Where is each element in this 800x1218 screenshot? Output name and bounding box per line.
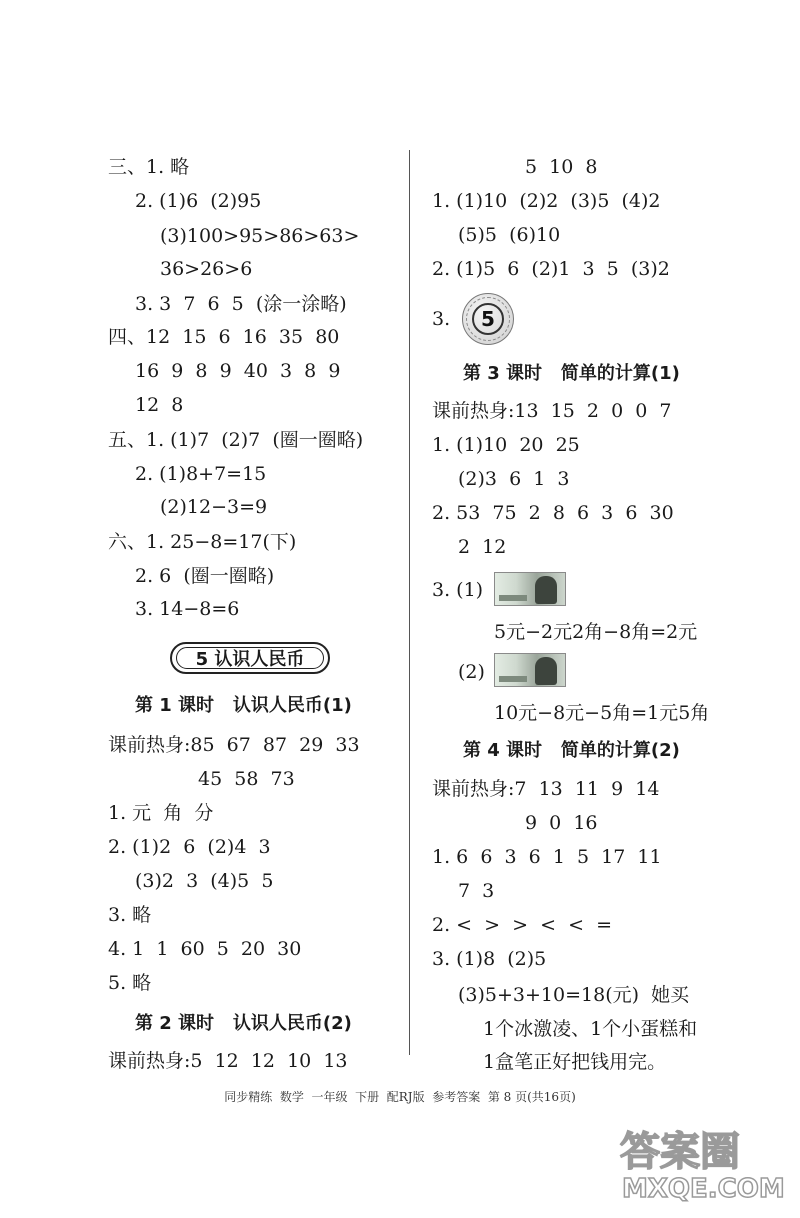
banknote-image xyxy=(494,572,566,606)
answer-line: (3)100>95>86>63> xyxy=(160,225,360,247)
column-divider xyxy=(409,150,410,1055)
answer-line: 四、12 15 6 16 35 80 xyxy=(108,326,340,348)
answer-line: 2. (1)5 6 (2)1 3 5 (3)2 xyxy=(432,258,670,280)
answer-line: 课前热身:85 67 87 29 33 xyxy=(108,734,360,756)
lesson-heading: 第 2 课时 认识人民币(2) xyxy=(135,1013,352,1034)
banknote-portrait xyxy=(535,576,557,604)
watermark-logo xyxy=(620,1120,790,1210)
five-jiao-coin-image xyxy=(462,293,514,345)
banknote-image xyxy=(494,653,566,687)
answer-line: (5)5 (6)10 xyxy=(458,224,561,246)
banknote-stripe xyxy=(499,595,527,601)
answer-line: 1. (1)10 20 25 xyxy=(432,434,580,456)
page-footer: 同步精练 数学 一年级 下册 配RJ版 参考答案 第 8 页(共16页) xyxy=(224,1090,576,1104)
answer-line: 5 10 8 xyxy=(525,156,598,178)
answer-line: 2. (1)8+7=15 xyxy=(135,463,267,485)
answer-line: 10元−8元−5角=1元5角 xyxy=(494,702,710,724)
answer-line: 3. 略 xyxy=(108,904,152,926)
answer-line: 1. (1)10 (2)2 (3)5 (4)2 xyxy=(432,190,661,212)
answer-line: (3)2 3 (4)5 5 xyxy=(135,870,274,892)
answer-line: 5. 略 xyxy=(108,972,152,994)
answer-line: 六、1. 25−8=17(下) xyxy=(108,531,297,553)
answer-line: 7 3 xyxy=(458,880,495,902)
answer-line: 1盒笔正好把钱用完。 xyxy=(483,1051,667,1073)
answer-line: 9 0 16 xyxy=(525,812,598,834)
answer-line: 课前热身:5 12 12 10 13 xyxy=(108,1050,348,1072)
answer-line: 三、1. 略 xyxy=(108,156,190,178)
answer-line: 2. 6 (圈一圈略) xyxy=(135,565,275,587)
coin-value: 5 xyxy=(472,303,504,335)
answer-line: 16 9 8 9 40 3 8 9 xyxy=(135,360,341,382)
answer-line: 5元−2元2角−8角=2元 xyxy=(494,621,698,643)
answer-line: (2)3 6 1 3 xyxy=(458,468,570,490)
answer-line: 4. 1 1 60 5 20 30 xyxy=(108,938,302,960)
answer-line: 2. 53 75 2 8 6 3 6 30 xyxy=(432,502,674,524)
answer-line: 2. (1)6 (2)95 xyxy=(135,190,262,212)
watermark-top: 答案圈 xyxy=(620,1129,740,1175)
answer-line: 2. < > > < < = xyxy=(432,914,613,936)
lesson-heading: 第 4 课时 简单的计算(2) xyxy=(463,740,680,761)
answer-line: 课前热身:7 13 11 9 14 xyxy=(432,778,660,800)
answer-line: 2 12 xyxy=(458,536,507,558)
answer-line: 1. 6 6 3 6 1 5 17 11 xyxy=(432,846,662,868)
lesson-heading: 第 1 课时 认识人民币(1) xyxy=(135,695,352,716)
answer-line: 1. 元 角 分 xyxy=(108,802,214,824)
lesson-heading: 第 3 课时 简单的计算(1) xyxy=(463,363,680,384)
answer-line: (2) xyxy=(458,661,485,683)
section-title-text: 5 认识人民币 xyxy=(195,649,305,670)
answer-line: (3)5+3+10=18(元) 她买 xyxy=(458,984,690,1006)
answer-line: 3. 14−8=6 xyxy=(135,598,240,620)
answer-line: 45 58 73 xyxy=(198,768,295,790)
answer-line: 12 8 xyxy=(135,394,184,416)
answer-line: 3. (1)8 (2)5 xyxy=(432,948,547,970)
answer-line: 3. (1) xyxy=(432,579,484,601)
watermark-bottom: MXQE.COM xyxy=(622,1174,785,1204)
answer-line: 1个冰激凌、1个小蛋糕和 xyxy=(483,1018,698,1040)
answer-line: 36>26>6 xyxy=(160,258,253,280)
banknote-stripe xyxy=(499,676,527,682)
banknote-portrait xyxy=(535,657,557,685)
answer-line: 五、1. (1)7 (2)7 (圈一圈略) xyxy=(108,429,364,451)
answer-line: 课前热身:13 15 2 0 0 7 xyxy=(432,400,672,422)
section-title xyxy=(170,642,330,674)
answer-line: 2. (1)2 6 (2)4 3 xyxy=(108,836,271,858)
answer-line: 3. xyxy=(432,308,451,330)
answer-line: 3. 3 7 6 5 (涂一涂略) xyxy=(135,293,347,315)
answer-line: (2)12−3=9 xyxy=(160,496,268,518)
